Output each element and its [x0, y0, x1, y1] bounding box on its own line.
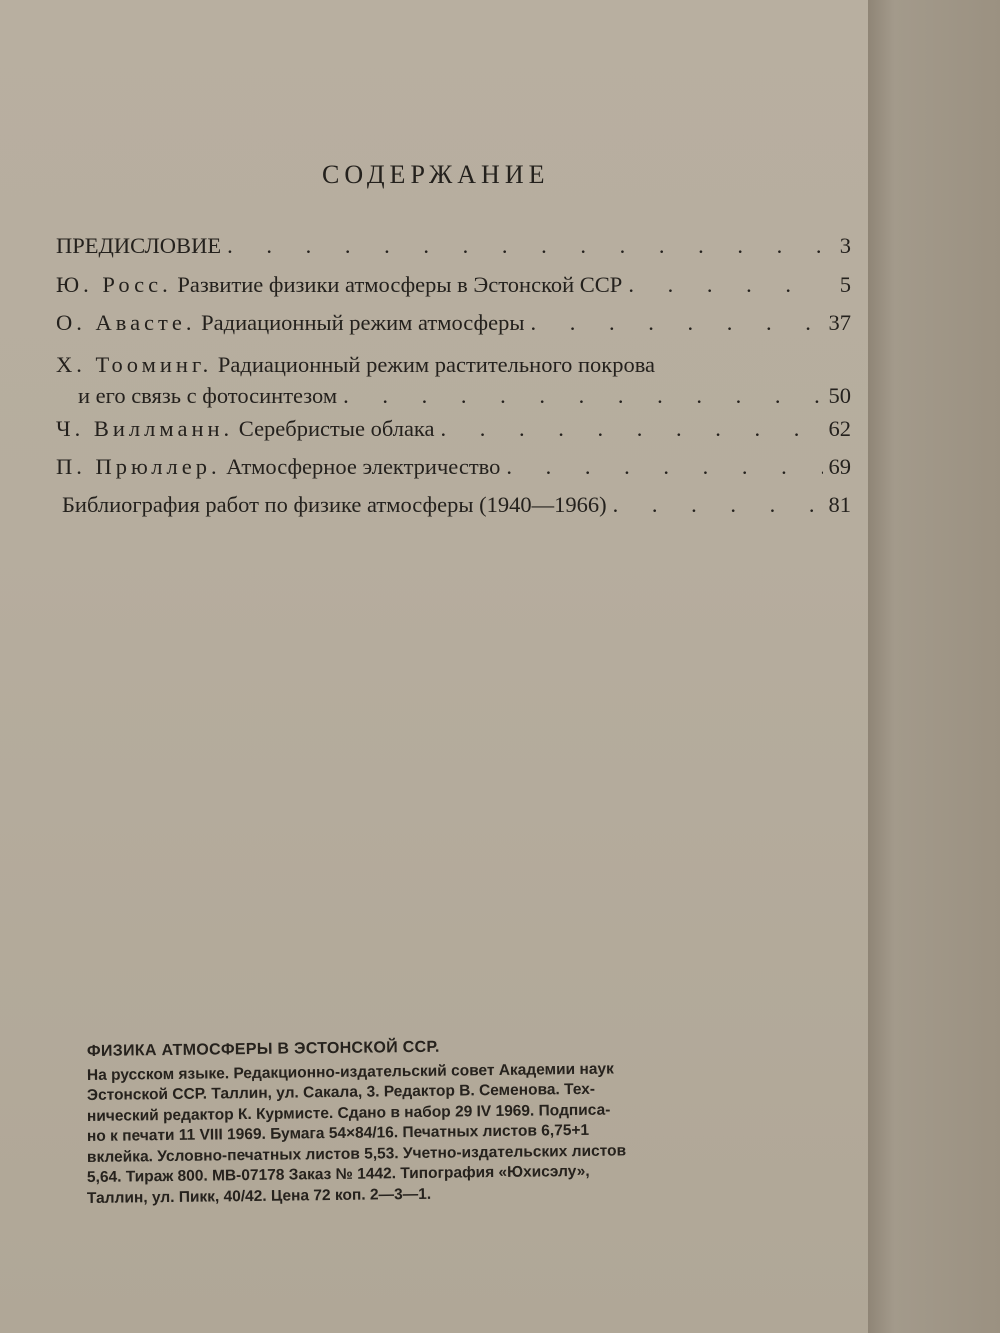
- toc-entry-title: Атмосферное электричество: [226, 454, 501, 479]
- toc-entry-villmann: [56, 416, 851, 442]
- toc-entry-author: Х. Тооминг.: [56, 352, 213, 377]
- toc-entry-title-continued: и его связь с фотосинтезом: [78, 383, 338, 408]
- dot-leader: [343, 383, 822, 409]
- dot-leader: [227, 233, 825, 259]
- toc-entry-author: П. Прюллер.: [56, 454, 221, 479]
- toc-entry-author: Ч. Виллманн.: [56, 416, 234, 441]
- dot-leader: [506, 454, 822, 480]
- dot-leader: [441, 416, 823, 442]
- toc-entry-title: Библиография работ по физике атмосферы (1940—1966): [62, 492, 607, 517]
- imprint-line: но к печати 11 VIII 1969. Бумага 54×84/16. Печатных листов 6,75+1: [86, 1121, 590, 1145]
- toc-entry-title: Развитие физики атмосферы в Эстонской ССР: [177, 272, 623, 297]
- toc-entry-page: 37: [828, 310, 851, 335]
- toc-entry-author: Ю. Росс.: [56, 272, 172, 297]
- dot-leader: [530, 310, 822, 336]
- imprint-heading: ФИЗИКА АТМОСФЕРЫ В ЭСТОНСКОЙ ССР.: [86, 1038, 440, 1060]
- toc-entry-tooming: [56, 352, 851, 409]
- imprint-line: Эстонской ССР. Таллин, ул. Сакала, 3. Редактор В. Семенова. Тех-: [86, 1080, 596, 1104]
- toc-entry-ross: [56, 272, 851, 298]
- toc-entry-page: 50: [828, 383, 851, 408]
- toc-entry-page: 3: [839, 233, 851, 258]
- toc-entry-page: 5: [839, 272, 851, 297]
- toc-title: СОДЕРЖАНИЕ: [322, 160, 550, 189]
- dot-leader: [628, 272, 825, 298]
- toc-entry-page: 62: [828, 416, 851, 441]
- toc-entry-title: Серебристые облака: [238, 416, 435, 441]
- toc-entry-title: Радиационный режим атмосферы: [201, 310, 525, 335]
- imprint-line: На русском языке. Редакционно-издательский совет Академии наук: [86, 1060, 614, 1084]
- imprint-line: Таллин, ул. Пикк, 40/42. Цена 72 коп. 2—3—1.: [86, 1185, 432, 1207]
- toc-entry-bibliography: [62, 492, 851, 518]
- imprint-line: вклейка. Условно-печатных листов 5,53. Учетно-издательских листов: [86, 1141, 627, 1166]
- toc-entry-title: Радиационный режим растительного покрова: [217, 352, 656, 377]
- toc-entry-author: О. Авасте.: [56, 310, 196, 335]
- toc-entry-page: 81: [828, 492, 851, 517]
- imprint-line: 5,64. Тираж 800. МВ-07178 Заказ № 1442. Типография «Юхисэлу»,: [86, 1162, 590, 1186]
- adjacent-page-edge: [868, 0, 1000, 1333]
- toc-entry-avaste: [56, 310, 851, 336]
- imprint-block: [86, 1038, 857, 1209]
- toc-entry-pruller: [56, 454, 851, 480]
- toc-entry-title: ПРЕДИСЛОВИЕ: [56, 233, 222, 258]
- dot-leader: [613, 492, 823, 518]
- imprint-line: нический редактор К. Курмисте. Сдано в набор 29 IV 1969. Подписа-: [86, 1101, 611, 1125]
- toc-entry-preface: [56, 233, 851, 259]
- toc-entry-page: 69: [828, 454, 851, 479]
